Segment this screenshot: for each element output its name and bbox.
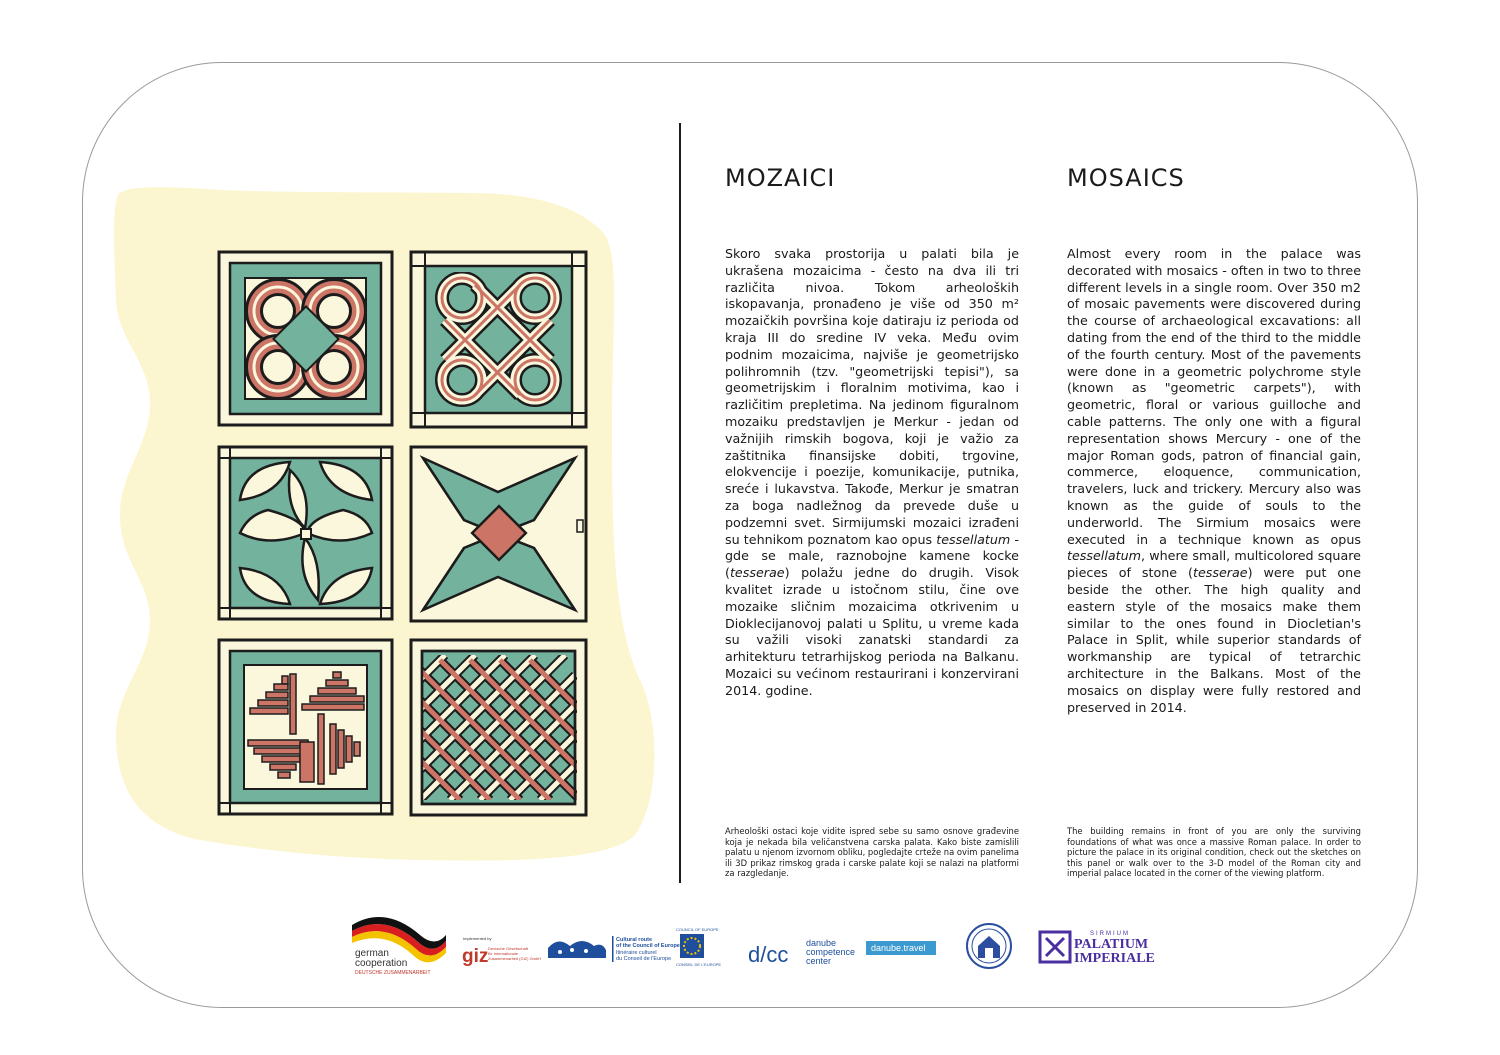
danube-competence-center-logo [748, 938, 855, 967]
svg-text:danube: danube [806, 938, 837, 948]
danube-travel-logo [866, 941, 936, 955]
svg-text:Implemented by: Implemented by [463, 936, 492, 941]
title-serbian: MOZAICI [725, 164, 836, 193]
svg-text:für Internationale: für Internationale [488, 951, 519, 956]
cultural-route-logo [548, 936, 680, 962]
svg-text:competence: competence [806, 947, 856, 957]
body-text-serbian: Skoro svaka prostorija u palati bila je ukrašena mozaicima - često na dva ili tri različita nivoa. Tokom arheoloških iskopavanja, pronađeno je više od 350 m² mozaičkih površina koje datiraju iz perioda od kraja III do sredine IV veka. Među ovim podnim mozaicima, najviše je geometrijsko polihromnih (tzv. "geometrijski tepisi"), sa geometrijskim i floralnim motivima, kao i različitim prepletima. Na jedinom figuralnom mozaiku predstavljen je Merkur - jedan od važnijih rimskih bogova, koji je važio za zaštitnika finansijske dobiti, trgovine, elokvencije i poezije, komunikacije, putnika, sreće i lukavstva. Takođe, Merkur je smatran za boga nadležnog da prevede duše u podzemni svet. Sirmijumski mozaici izrađeni su tehnikom poznatom kao opus tessellatum - gde se male, raznobojne kamene kocke (tesserae) polažu jedne do drugih. Visok kvalitet izrade u istočnom stilu, čine ove mozaike sličnim mozaicima otkrivenim u Dioklecijanovoj palati u Splitu, u vreme kada su važili visoki zanatski standardi za arhitekturu tetrarhijskog perioda na Balkanu. Mozaici su većinom restaurirani i konzervirani 2014. godine. [725, 246, 1019, 698]
svg-text:of the Council of Europe: of the Council of Europe [616, 943, 680, 949]
footnote-english: The building remains in front of you are only the surviving foundations of what was once a massive Roman palace. In order to picture the palace in its original condition, check out the sketches on this panel or walk over to the 3-D model of the Roman city and imperial palace located in the corner of the viewing platform. [1067, 826, 1361, 879]
palatium-imperiale-logo [1040, 931, 1155, 966]
svg-text:COUNCIL OF EUROPE: COUNCIL OF EUROPE [676, 927, 719, 932]
svg-text:german: german [355, 948, 389, 959]
svg-text:danube.travel: danube.travel [871, 943, 926, 953]
body-text-english: Almost every room in the palace was decorated with mosaics - often in two to three different levels in a single room. Over 350 m2 of mosaic pavements were discovered during the course of archaeological excavations: all dating from the end of the third to the middle of the fourth century. Most of the pavements were done in a geometric polychrome style (known as "geometric carpets"), with geometric, floral or various guilloche and cable patterns. The only one with a figural representation shows Mercury - one of the major Roman gods, patron of financial gain, commerce, eloquence, communication, travelers, luck and trickery. Mercury also was known as the guide of souls to the underworld. The Sirmium mosaics were executed in a technique known as opus tessellatum, where small, multicolored square pieces of stone (tesserae) were put one beside the other. The high quality and eastern style of the mosaics make them similar to the ones found in Diocletian's Palace in Split, while superior standards of workmanship are typical of tetrarchic architecture in the Balkans. Most of the mosaics on display were fully restored and preserved in 2014. [1067, 246, 1362, 715]
council-of-europe-logo [676, 927, 721, 967]
svg-text:SIRMIUM: SIRMIUM [1090, 931, 1130, 937]
footnote-serbian: Arheološki ostaci koje vidite ispred sebe su samo osnove građevine koja je nekada bila veličanstvena carska palata. Kako biste zamislili palatu u njenom izvornom obliku, pogledajte crteže na ovim panelima ili 3D prikaz rimskog grada i carske palate koji se nalazi na platformi za razgledanje. [725, 826, 1019, 879]
title-english: MOSAICS [1067, 164, 1185, 193]
svg-text:center: center [806, 956, 832, 966]
german-cooperation-logo [352, 917, 446, 976]
svg-text:d/cc: d/cc [748, 942, 789, 967]
svg-text:giz: giz [462, 946, 489, 967]
giz-logo [462, 936, 541, 967]
svg-text:DEUTSCHE ZUSAMMENARBEIT: DEUTSCHE ZUSAMMENARBEIT [355, 970, 431, 976]
svg-text:CONSEIL DE L'EUROPE: CONSEIL DE L'EUROPE [676, 962, 722, 967]
svg-text:Deutsche Gesellschaft: Deutsche Gesellschaft [488, 946, 529, 951]
svg-text:IMPERIALE: IMPERIALE [1074, 951, 1155, 966]
svg-text:Itinéraire culturel: Itinéraire culturel [616, 950, 657, 956]
svg-text:PALATIUM: PALATIUM [1074, 937, 1149, 952]
svg-text:du Conseil de l'Europe: du Conseil de l'Europe [616, 956, 672, 962]
museum-seal-logo [967, 924, 1011, 968]
svg-text:Zusammenarbeit (GIZ) GmbH: Zusammenarbeit (GIZ) GmbH [488, 956, 542, 961]
svg-text:cooperation: cooperation [355, 958, 408, 969]
svg-text:Cultural route: Cultural route [616, 937, 653, 943]
